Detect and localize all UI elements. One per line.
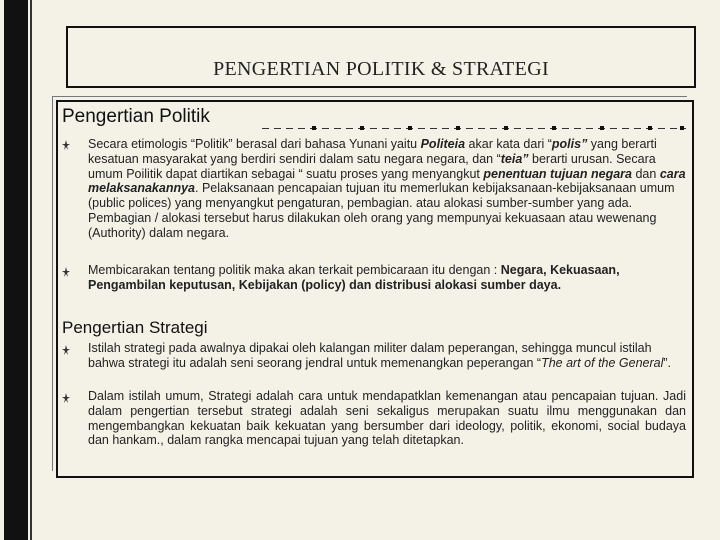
heading-underline-decoration [262,127,686,130]
paragraph-politik-definisi [88,137,686,241]
paragraph-strategi-umum: Dalam istilah umum, Strategi adalah cara untuk mendapatklan kemenangan atau pencapaian tujuan. Jadi dalam pengertian tersebut strategi adalah seni sekaligus merupakan suatu ilmu menggunakan dan mengembangkan kekuatan baik kekuatan yang bersumber dari ideology, politik, ekonomi, social budaya dan hankam., dalam rangka mencapai tujuan yang telah ditetapkan. [88,389,686,448]
slide-title: PENGERTIAN POLITIK & STRATEGI [213,58,549,80]
s1-text-a: Istilah strategi pada awalnya dipakai oleh kalangan militer dalam peperangan, sehingga muncul istilah bahwa strategi itu adalah seni seorang jendral untuk memenangkan peperangan “ [88,341,652,370]
heading-pengertian-strategi: Pengertian Strategi [62,318,208,337]
p1-term-cara: cara melaksanakannya [88,166,686,196]
p1-term-teia: teia” [500,151,529,166]
bullet-icon [62,393,70,403]
p1-text-k: . Pelaksanaan pencapaian tujuan itu memerlukan kebijaksanaan-kebijaksanaan umum (public polices) yang menyangkut pengaturan, pembagian. atau alokasi sumber-sumber yang ada. Pembagian / alokasi tersebut harus dilakukan oleh orang yang mempunyai kekuasaan atau wewenang (Authority) dalam negara. [88,181,675,240]
p1-text-g: berarti urusan. Secara umum Poilitik dapat diartikan sebagai “ suatu proses yang menyangkut [88,151,656,181]
bullet-icon [62,267,70,277]
p2-bold-terms: Negara, Kekuasaan, Pengambilan keputusan, Kebijakan (policy) dan distribusi alokasi sumber daya. [88,263,620,292]
p1-text-c: akar kata dari “ [465,137,552,151]
bullet-icon [62,140,70,150]
s1-italic-art: The art of the General [541,355,664,370]
paragraph-politik-terkait [88,263,686,293]
decorative-left-border [4,0,28,540]
p1-text-e: yang berarti kesatuan masyarakat yang berdiri sendiri dalam satu negara negara, dan “ [88,137,657,166]
p1-text-i: dan [632,166,660,181]
heading-pengertian-politik: Pengertian Politik [62,106,210,127]
p1-term-polis: polis” [551,137,588,151]
p1-term-penentuan: penentuan tujuan negara [483,166,632,181]
p1-term-politeia: Politeia [420,137,466,151]
paragraph-strategi-istilah [88,341,686,371]
p1-text-a: Secara etimologis “Politik” berasal dari bahasa Yunani yaitu [88,137,421,151]
s1-text-c: ”. [663,355,672,370]
bullet-icon [62,345,70,355]
p2-text-a: Membicarakan tentang politik maka akan terkait pembicaraan itu dengan : [88,263,501,277]
